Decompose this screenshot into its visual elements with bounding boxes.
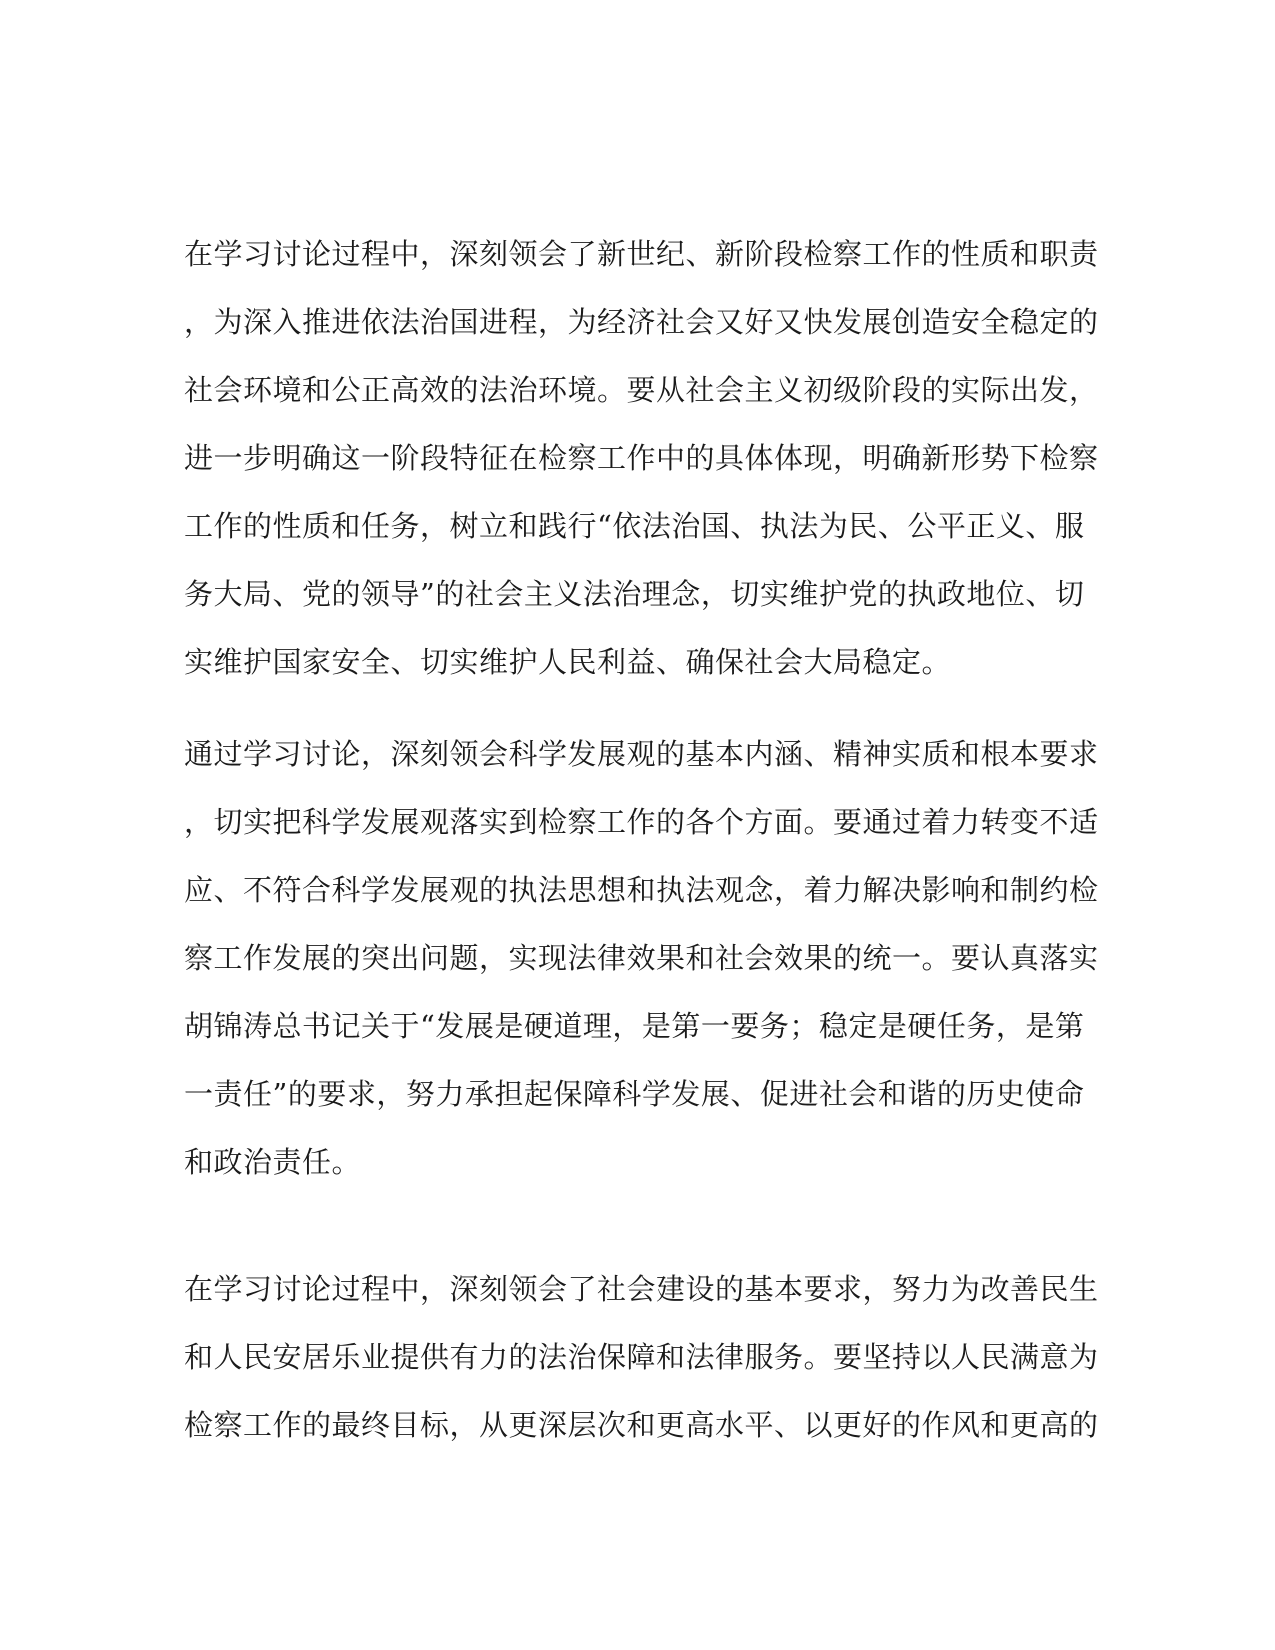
paragraph-line: 和政治责任。 (184, 1145, 362, 1179)
paragraph-line: 务大局、党的领导”的社会主义法治理念，切实维护党的执政地位、切 (184, 577, 1085, 611)
paragraph-line: 进一步明确这一阶段特征在检察工作中的具体体现，明确新形势下检察 (184, 441, 1099, 475)
paragraph-line: 察工作发展的突出问题，实现法律效果和社会效果的统一。要认真落实 (184, 941, 1099, 975)
paragraph-line: ，为深入推进依法治国进程，为经济社会又好又快发展创造安全稳定的 (184, 305, 1099, 339)
paragraph-3 (184, 1255, 1099, 1459)
paragraph-line: 通过学习讨论，深刻领会科学发展观的基本内涵、精神实质和根本要求 (184, 737, 1099, 771)
paragraph-line: 一责任”的要求，努力承担起保障科学发展、促进社会和谐的历史使命 (184, 1077, 1085, 1111)
paragraph-line: 实维护国家安全、切实维护人民利益、确保社会大局稳定。 (184, 645, 952, 679)
paragraph-line: 检察工作的最终目标，从更深层次和更高水平、以更好的作风和更高的 (184, 1408, 1099, 1442)
paragraph-line: 社会环境和公正高效的法治环境。要从社会主义初级阶段的实际出发， (184, 373, 1099, 407)
paragraph-line: 在学习讨论过程中，深刻领会了社会建设的基本要求，努力为改善民生 (184, 1272, 1099, 1306)
paragraph-line: 胡锦涛总书记关于“发展是硬道理，是第一要务；稳定是硬任务，是第 (184, 1009, 1085, 1043)
paragraph-line: 在学习讨论过程中，深刻领会了新世纪、新阶段检察工作的性质和职责 (184, 237, 1099, 271)
paragraph-2 (184, 720, 1099, 1196)
paragraph-line: 应、不符合科学发展观的执法思想和执法观念，着力解决影响和制约检 (184, 873, 1099, 907)
paragraph-1 (184, 220, 1099, 696)
paragraph-line: 工作的性质和任务，树立和践行“依法治国、执法为民、公平正义、服 (184, 509, 1085, 543)
paragraph-line: 和人民安居乐业提供有力的法治保障和法律服务。要坚持以人民满意为 (184, 1340, 1099, 1374)
paragraph-line: ，切实把科学发展观落实到检察工作的各个方面。要通过着力转变不适 (184, 805, 1099, 839)
